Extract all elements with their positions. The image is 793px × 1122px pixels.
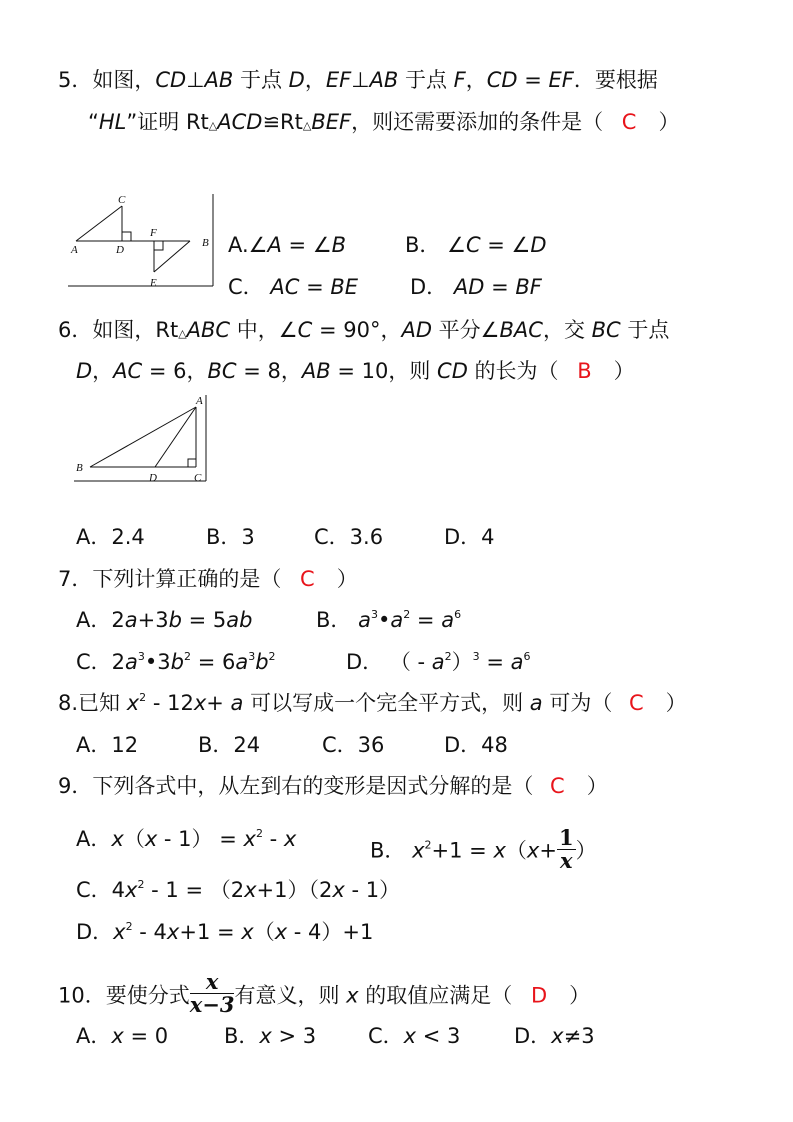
- question-9-answer: C: [550, 774, 565, 798]
- question-8-stem: 8.已知 $x^2 - 12x+ a$ 可以写成一个完全平方式，则 a 可为（ C ）: [58, 691, 687, 715]
- svg-text:C: C: [194, 472, 202, 484]
- fraction-one-over-x: $\frac{1}{x}$: [558, 825, 574, 874]
- question-10-option-d[interactable]: D．x≠3: [514, 1024, 595, 1048]
- question-6-answer: B: [577, 359, 592, 383]
- question-10-answer: D: [530, 983, 548, 1008]
- question-8-option-b[interactable]: B．24: [198, 733, 261, 757]
- svg-text:A: A: [71, 244, 78, 256]
- svg-text:B: B: [202, 237, 209, 249]
- question-7-option-a[interactable]: A．2a+3b = 5ab: [76, 608, 253, 632]
- svg-text:C: C: [118, 194, 126, 206]
- question-5-option-d[interactable]: D． AD = BF: [410, 275, 542, 299]
- question-9-stem: 9．下列各式中，从左到右的变形是因式分解的是（ C ）: [58, 774, 608, 798]
- question-7-stem: 7．下列计算正确的是（ C ）: [58, 567, 358, 591]
- question-9-option-a[interactable]: A．$x(x - 1) = x^2 - x$: [76, 827, 297, 851]
- question-8-option-d[interactable]: D．48: [444, 733, 508, 757]
- question-9-option-d[interactable]: D．$x^2 - 4x+1 = x(x - 4)+1$: [76, 920, 374, 944]
- question-9-option-b[interactable]: B． $x^2+1 = x(x+$ $\frac{1}{x}$ ）: [370, 825, 597, 874]
- question-5-option-c[interactable]: C． AC = BE: [228, 275, 359, 299]
- question-6-option-a[interactable]: A．2.4: [76, 525, 145, 549]
- svg-text:B: B: [76, 462, 83, 474]
- question-6-figure: [74, 393, 214, 485]
- question-8-option-c[interactable]: C．36: [322, 733, 385, 757]
- question-8-option-a[interactable]: A．12: [76, 733, 139, 757]
- svg-text:D: D: [116, 244, 124, 256]
- svg-text:D: D: [149, 472, 157, 484]
- svg-text:E: E: [150, 277, 157, 289]
- question-10-option-c[interactable]: C．x < 3: [368, 1024, 461, 1048]
- question-5-answer: C: [621, 110, 637, 134]
- fraction-x-over-x-minus-3: $\frac{x}{x-3}$: [189, 969, 235, 1018]
- question-10-option-a[interactable]: A．x = 0: [76, 1024, 169, 1048]
- question-10-option-b[interactable]: B．x > 3: [224, 1024, 317, 1048]
- question-7-option-b[interactable]: B． $a^3•a^2 = a^6$: [316, 608, 462, 632]
- question-5-stem-line1: 5．如图，CD⊥AB 于点 D，EF⊥AB 于点 F，CD = EF．要根据: [58, 68, 658, 92]
- svg-text:A: A: [196, 395, 203, 407]
- question-5-stem-line2: “HL”证明 Rt△ACD≌Rt△BEF，则还需要添加的条件是（ C ）: [88, 110, 680, 134]
- question-7-option-d[interactable]: D． （ - $a^2)^3 = a^6$: [346, 650, 531, 674]
- svg-text:F: F: [150, 227, 157, 239]
- question-6-option-d[interactable]: D．4: [444, 525, 495, 549]
- question-5-figure: [68, 190, 218, 290]
- question-5-option-b[interactable]: B． ∠C = ∠D: [405, 233, 547, 257]
- question-6-stem-line1: 6．如图，Rt△ABC 中，∠C = 90°，AD 平分∠BAC，交 BC 于点: [58, 318, 670, 342]
- question-7-answer: C: [300, 567, 315, 591]
- question-6-option-c[interactable]: C．3.6: [314, 525, 384, 549]
- question-8-answer: C: [629, 691, 644, 715]
- question-6-option-b[interactable]: B．3: [206, 525, 255, 549]
- question-10-stem: 10．要使分式 $\frac{x}{x-3}$ 有意义，则 x 的取值应满足（ D ）: [58, 969, 591, 1018]
- question-5-option-a[interactable]: A.∠A = ∠B: [228, 233, 347, 257]
- question-7-option-c[interactable]: C．$2a^3•3b^2 = 6a^3b^2$: [76, 650, 276, 674]
- question-6-stem-line2: D，AC = 6，BC = 8，AB = 10，则 CD 的长为（ B ）: [76, 359, 635, 383]
- question-9-option-c[interactable]: C．$4x^2 - 1 = (2x+1)(2x - 1)$: [76, 878, 401, 902]
